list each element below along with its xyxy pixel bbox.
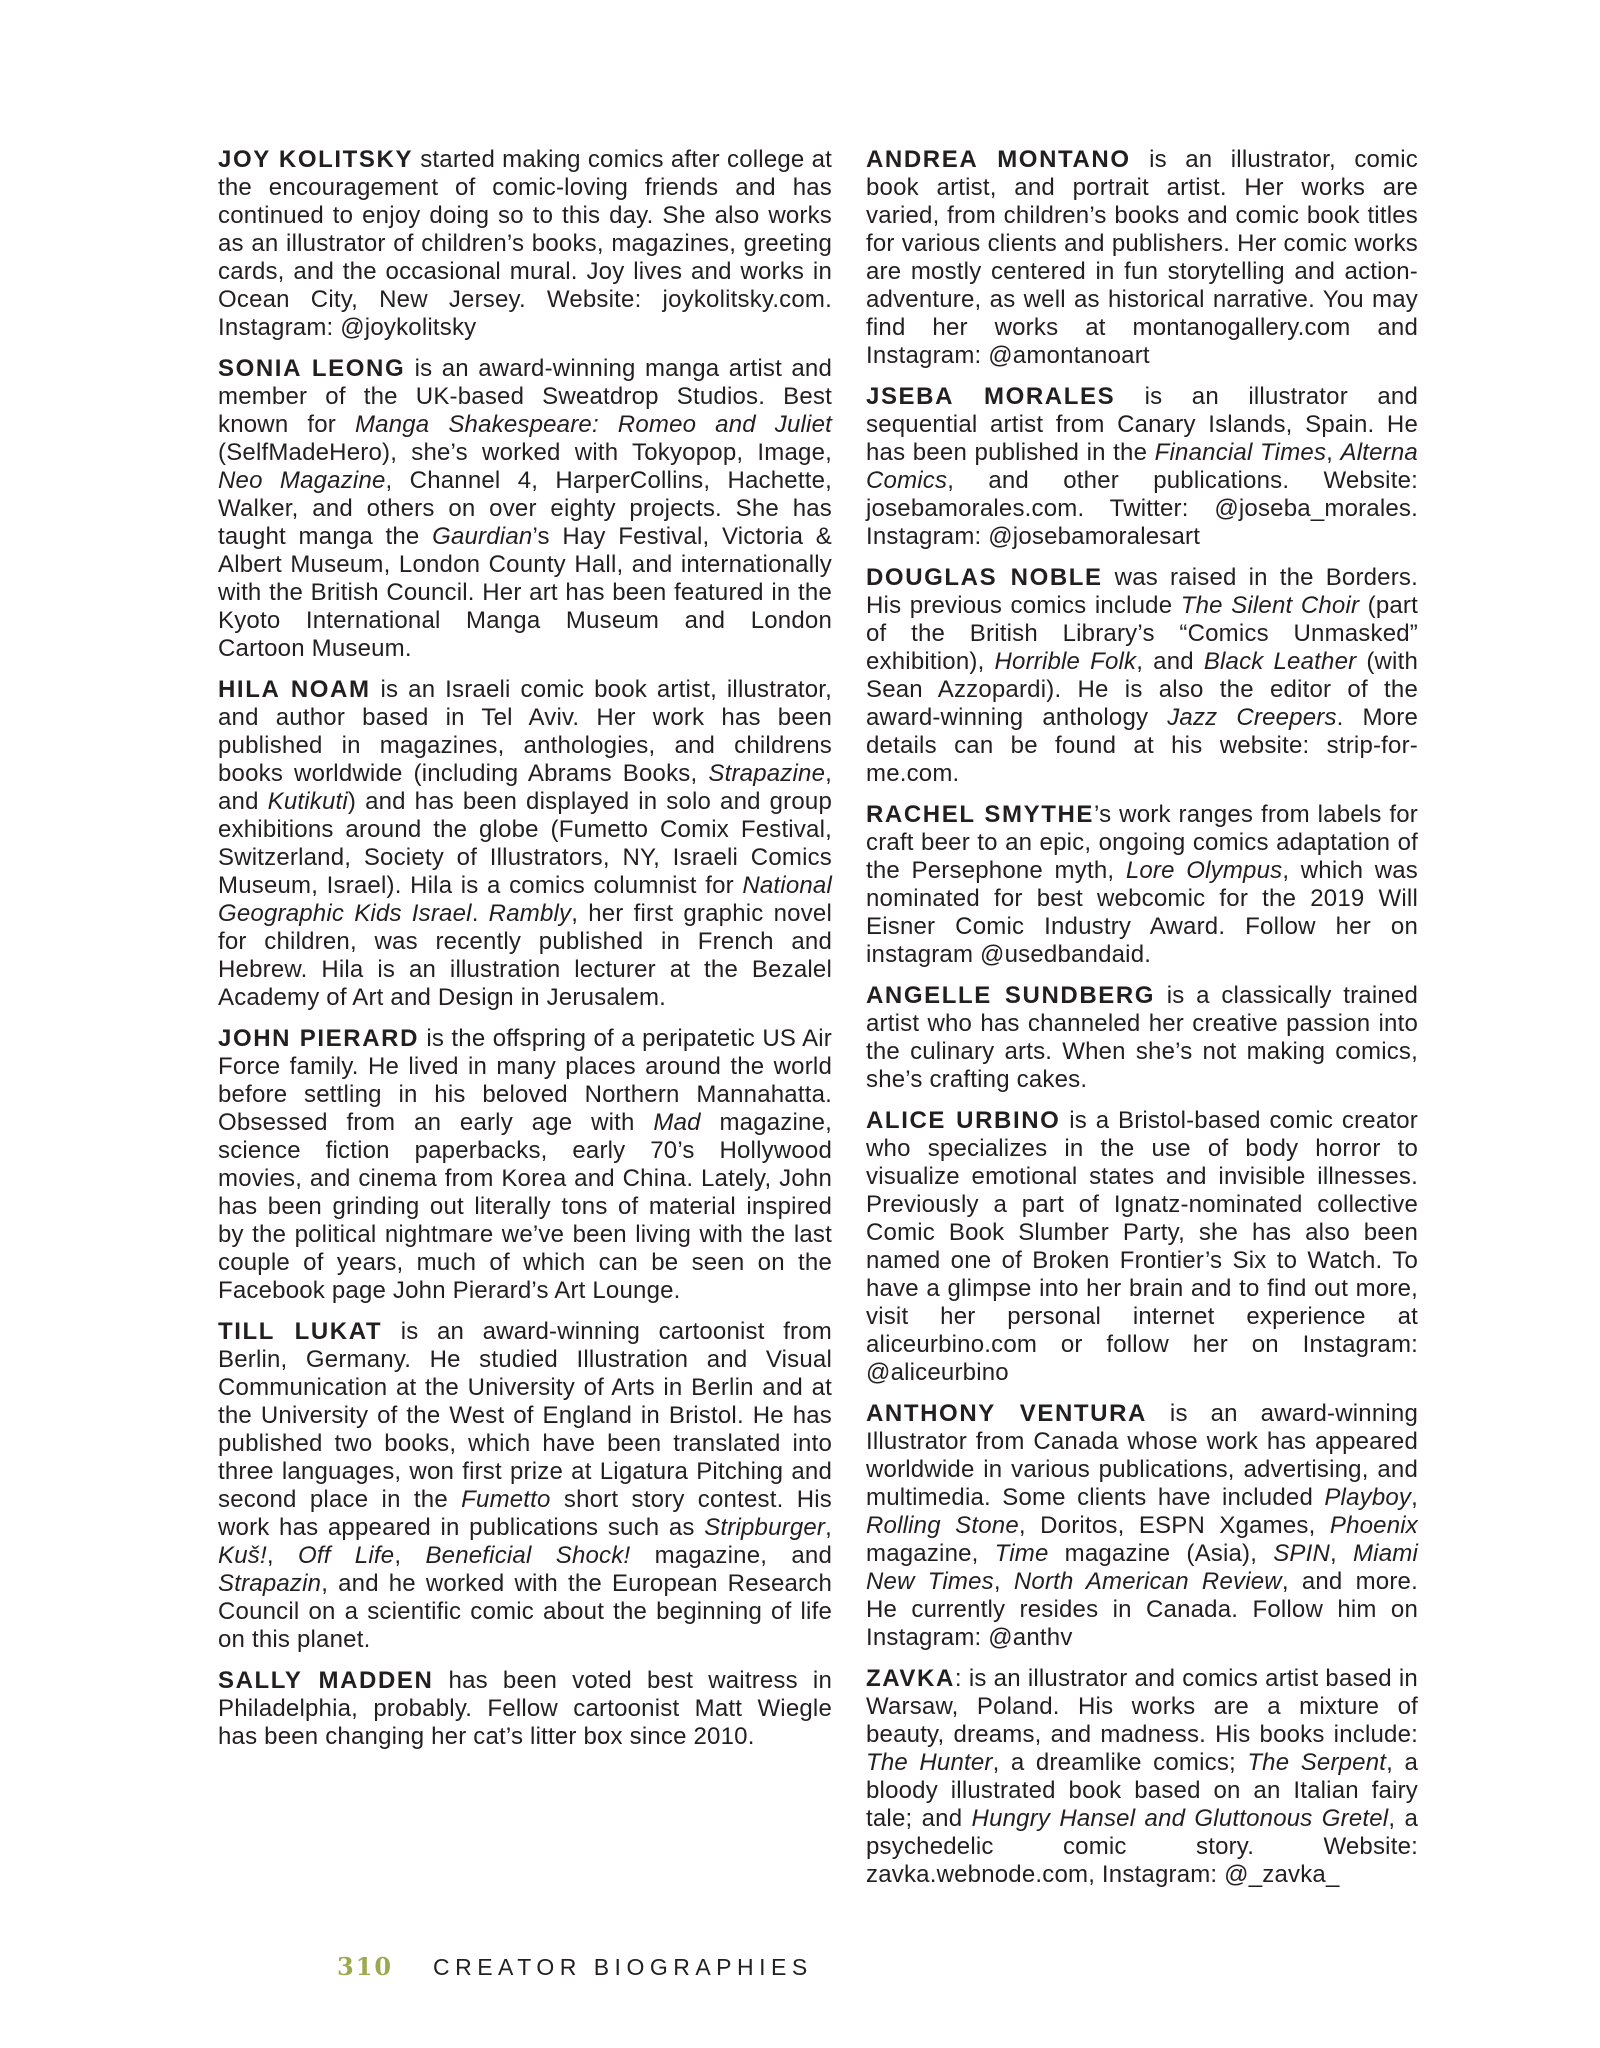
bio-text-italic: Phoenix [1329,1512,1418,1539]
bio-text-italic: Time [994,1540,1049,1567]
bio-text: is an award-winning Illustrator from Canada whose work has appeared worldwide in various publications, advertising, and multimedia. Some clients have included [866,1400,1418,1511]
page-number: 310 [337,1952,394,1981]
section-title: CREATOR BIOGRAPHIES [433,1954,813,1980]
bio-name: RACHEL SMYTHE [866,801,1095,828]
bio-text-italic: National Geographic Kids Israel [218,872,832,927]
bio-text-italic: SPIN [1273,1540,1331,1567]
bio-entry [866,383,1418,551]
bio-text: (SelfMadeHero), she’s worked with Tokyopop, Image, [218,439,832,466]
bio-text: (part of the British Library’s “Comics Unmasked” exhibition), [866,592,1418,675]
bio-text: (with Sean Azzopardi). He is also the editor of the award-winning anthology [866,648,1418,731]
bio-text-italic: Neo Magazine [218,467,386,494]
bio-text: , and he worked with the European Research Council on a scientific comic about the beginning of life on this planet. [218,1570,832,1653]
bio-text-italic: Off Life [297,1542,395,1569]
bio-name: ANDREA MONTANO [866,146,1131,173]
bio-text: magazine (Asia), [1048,1540,1274,1567]
bio-text: , [825,1514,832,1541]
bio-entry [866,1107,1418,1387]
bio-name: HILA NOAM [218,676,371,703]
bio-text-italic: Lore Olympus [1125,857,1283,884]
bio-name: JOHN PIERARD [218,1025,420,1052]
bio-text: was raised in the Borders. His previous comics include [866,564,1418,619]
bio-text-italic: Mad [653,1109,701,1136]
bio-text-italic: Kutikuti [267,788,348,815]
bio-name: ALICE URBINO [866,1107,1061,1134]
bio-text: has been voted best waitress in Philadelphia, probably. Fellow cartoonist Matt Wiegle has been changing her cat’s litter box since 2010. [218,1667,832,1750]
bio-text: is an illustrator, comic book artist, and portrait artist. Her works are varied, from children’s books and comic book titles for various clients and publishers. Her comic works are mostly centered in fun storytelling and action-adventure, as well as historical narrative. You may find her works at montanogallery.com and Instagram: @amontanoart [866,146,1418,369]
bio-text: , Channel 4, HarperCollins, Hachette, Walker, and others on over eighty projects. She has taught manga the [218,467,832,550]
bio-text: ’s Hay Festival, Victoria & Albert Museum, London County Hall, and internationally with the British Council. Her art has been featured in the Kyoto International Manga Museum and London Cartoon Museum. [218,523,832,662]
bio-text: . More details can be found at his website: strip-for-me.com. [866,704,1419,787]
bio-text: , Doritos, ESPN Xgames, [1018,1512,1330,1539]
bio-text: ’s work ranges from labels for craft beer to an epic, ongoing comics adaptation of the Persephone myth, [866,801,1418,884]
bio-text: , her first graphic novel for children, was recently published in French and Hebrew. Hila is an illustration lecturer at the Bezalel Academy of Art and Design in Jerusalem. [218,900,832,1011]
bio-text-italic: Stripburger [704,1514,826,1541]
bio-entry [866,1400,1418,1652]
bio-text-italic: Strapazine [708,760,826,787]
bio-text: is a classically trained artist who has channeled her creative passion into the culinary arts. When she’s not making comics, she’s crafting cakes. [866,982,1418,1093]
bio-entry [218,1025,832,1305]
bio-text-italic: Hungry Hansel and Gluttonous Gretel [971,1805,1389,1832]
bio-text-italic: Horrible Folk [994,648,1137,675]
bio-name: DOUGLAS NOBLE [866,564,1103,591]
bio-text: magazine, [866,1540,995,1567]
bio-text: is the offspring of a peripatetic US Air Force family. He lived in many places around the world before settling in his beloved Northern Mannahatta. Obsessed from an early age with [218,1025,832,1136]
bio-text: , and more. He currently resides in Canada. Follow him on Instagram: @anthv [866,1568,1418,1651]
bio-entry [218,676,832,1012]
bio-entry [866,1665,1418,1889]
bio-text: is an Israeli comic book artist, illustrator, and author based in Tel Aviv. Her work has been published in magazines, anthologies, and childrens books worldwide (including Abrams Books, [218,676,832,787]
bio-text: . [471,900,489,927]
bio-name: JOY KOLITSKY [218,146,414,173]
bio-name: ANGELLE SUNDBERG [866,982,1156,1009]
bio-text-italic: The Serpent [1247,1749,1387,1776]
bio-text: magazine, and [630,1542,832,1569]
bio-text-italic: Rolling Stone [866,1512,1019,1539]
bio-column-right [866,146,1418,1902]
bio-text-italic: Black Leather [1203,648,1357,675]
bio-text-italic: Alterna Comics [866,439,1418,494]
bio-text: , [1411,1484,1418,1511]
bio-column-left [218,146,832,1764]
bio-text-italic: Playboy [1324,1484,1412,1511]
bio-entry [866,146,1418,370]
bio-entry [866,982,1418,1094]
bio-text-italic: Rambly [488,900,572,927]
bio-text: , [993,1568,1014,1595]
bio-text: : is an illustrator and comics artist based in Warsaw, Poland. His works are a mixture of beauty, dreams, and madness. His books include: [866,1665,1418,1748]
bio-text-italic: The Silent Choir [1180,592,1360,619]
bio-name: ZAVKA [866,1665,955,1692]
bio-entry [866,564,1418,788]
bio-text: , and [218,760,832,815]
bio-text: , [1330,1540,1353,1567]
bio-text-italic: Fumetto [461,1486,551,1513]
bio-text: , [1326,439,1341,466]
bio-text: , a bloody illustrated book based on an Italian fairy tale; and [866,1749,1418,1832]
bio-entry [218,1318,832,1654]
bio-text: , a psychedelic comic story. Website: zavka.webnode.com, Instagram: @_zavka_ [866,1805,1418,1888]
bio-text: is a Bristol-based comic creator who specializes in the use of body horror to visualize emotional states and invisible illnesses. Previously a part of Ignatz-nominated collective Comic Book Slumber Party, she has also been named one of Broken Frontier’s Six to Watch. To have a glimpse into her brain and to find out more, visit her personal internet experience at aliceurbino.com or follow her on Instagram: @aliceurbino [866,1107,1418,1386]
bio-text-italic: The Hunter [866,1749,993,1776]
bio-text: ) and has been displayed in solo and group exhibitions around the globe (Fumetto Comix Festival, Switzerland, Society of Illustrators, NY, Israeli Comics Museum, Israel). Hila is a comics columnist for [218,788,833,899]
bio-text-italic: Gaurdian [432,523,533,550]
bio-text: , [394,1542,426,1569]
bio-text-italic: North American Review [1013,1568,1282,1595]
bio-text: , [266,1542,298,1569]
bio-name: SONIA LEONG [218,355,406,382]
bio-text: , which was nominated for best webcomic for the 2019 Will Eisner Comic Industry Award. Follow her on instagram @usedbandaid. [866,857,1418,968]
bio-text-italic: Kuš! [218,1542,267,1569]
bio-entry [218,355,832,663]
bio-text: started making comics after college at the encouragement of comic-loving friends and has continued to enjoy doing so to this day. She also works as an illustrator of children’s books, magazines, greeting cards, and the occasional mural. Joy lives and works in Ocean City, New Jersey. Website: joykolitsky.com. Instagram: @joykolitsky [218,146,833,341]
bio-entry [218,146,832,342]
bio-name: ANTHONY VENTURA [866,1400,1147,1427]
bio-text: magazine, science fiction paperbacks, early 70’s Hollywood movies, and cinema from Korea and China. Lately, John has been grinding out literally tons of material inspired by the political nightmare we’ve been living with the last couple of years, much of which can be seen on the Facebook page John Pierard’s Art Lounge. [218,1109,832,1304]
bio-name: TILL LUKAT [218,1318,383,1345]
bio-name: SALLY MADDEN [218,1667,434,1694]
bio-text: is an award-winning manga artist and member of the UK-based Sweatdrop Studios. Best known for [218,355,832,438]
bio-text-italic: Beneficial Shock! [425,1542,631,1569]
bio-text: is an illustrator and sequential artist from Canary Islands, Spain. He has been published in the [866,383,1418,466]
bio-text: short story contest. His work has appeared in publications such as [218,1486,833,1541]
bio-text: is an award-winning cartoonist from Berlin, Germany. He studied Illustration and Visual Communication at the University of Arts in Berlin and at the University of the West of England in Bristol. He has published two books, which have been translated into three languages, won first prize at Ligatura Pitching and second place in the [218,1318,832,1513]
bio-text-italic: Financial Times [1154,439,1327,466]
bio-text-italic: Strapazin [218,1570,322,1597]
bio-text: , a dreamlike comics; [992,1749,1248,1776]
bio-text-italic: Miami New Times [866,1540,1418,1595]
bio-text-italic: Jazz Creepers [1167,704,1337,731]
bio-text-italic: Manga Shakespeare: Romeo and Juliet [354,411,833,438]
bio-entry [218,1667,832,1751]
bio-entry [866,801,1418,969]
bio-text: , and other publications. Website: josebamorales.com. Twitter: @joseba_morales. Instagram: @josebamoralesart [866,467,1418,550]
bio-name: JSEBA MORALES [866,383,1116,410]
bio-text: , and [1136,648,1204,675]
